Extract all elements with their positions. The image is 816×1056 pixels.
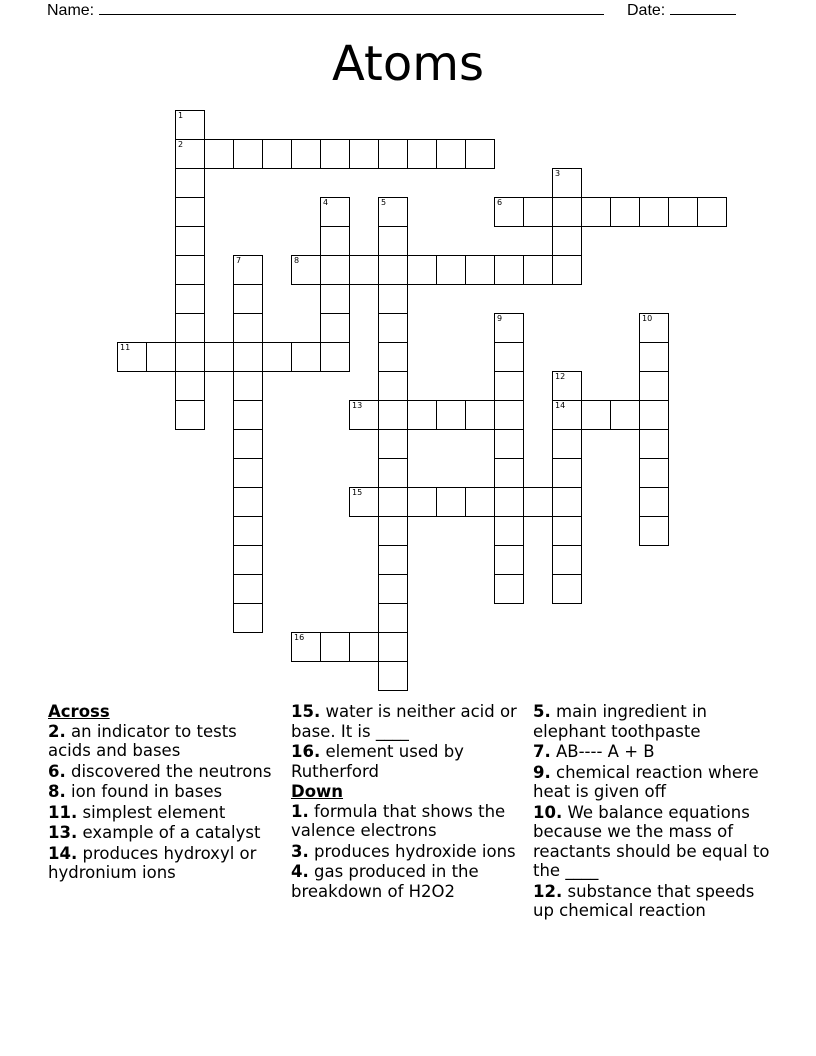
grid-cell[interactable] xyxy=(639,342,669,372)
grid-cell[interactable] xyxy=(610,400,640,430)
grid-cell[interactable] xyxy=(378,632,408,662)
grid-cell[interactable] xyxy=(639,371,669,401)
grid-cell[interactable] xyxy=(349,255,379,285)
clue-number: 8 xyxy=(294,256,300,265)
grid-cell[interactable] xyxy=(436,400,466,430)
grid-cell[interactable] xyxy=(552,255,582,285)
grid-cell[interactable] xyxy=(465,255,495,285)
grid-cell[interactable] xyxy=(581,197,611,227)
grid-cell[interactable] xyxy=(378,487,408,517)
grid-cell[interactable] xyxy=(378,429,408,459)
across-clue-14: 14. produces hydroxyl or hydronium ions xyxy=(48,843,257,882)
clue-number: 7 xyxy=(236,256,242,265)
grid-cell[interactable] xyxy=(378,661,408,691)
grid-cell[interactable] xyxy=(552,516,582,546)
grid-cell[interactable] xyxy=(639,400,669,430)
grid-cell[interactable] xyxy=(494,487,524,517)
grid-cell[interactable] xyxy=(378,313,408,343)
grid-cell[interactable] xyxy=(175,197,205,227)
grid-cell[interactable] xyxy=(639,313,669,343)
grid-cell[interactable] xyxy=(378,197,408,227)
grid-cell[interactable] xyxy=(552,226,582,256)
grid-cell[interactable] xyxy=(233,284,263,314)
grid-cell[interactable] xyxy=(320,342,350,372)
grid-cell[interactable] xyxy=(436,255,466,285)
down-clue-9: 9. chemical reaction where heat is given off xyxy=(533,762,759,801)
grid-cell[interactable] xyxy=(175,371,205,401)
grid-cell[interactable] xyxy=(639,197,669,227)
grid-cell[interactable] xyxy=(349,487,379,517)
across-clue-15: 15. water is neither acid or base. It is ____ xyxy=(291,702,517,741)
grid-cell[interactable] xyxy=(494,458,524,488)
grid-cell[interactable] xyxy=(581,400,611,430)
grid-cell[interactable] xyxy=(436,487,466,517)
clue-number: 6 xyxy=(497,198,503,207)
grid-cell[interactable] xyxy=(378,226,408,256)
date-label: Date: xyxy=(627,2,666,19)
grid-cell[interactable] xyxy=(349,632,379,662)
clue-number: 13 xyxy=(352,401,363,410)
grid-cell[interactable] xyxy=(233,516,263,546)
grid-cell[interactable] xyxy=(233,487,263,517)
grid-cell[interactable] xyxy=(262,139,292,169)
across-clue-8: 8. ion found in bases xyxy=(48,782,223,801)
grid-cell[interactable] xyxy=(552,168,582,198)
grid-cell[interactable] xyxy=(349,400,379,430)
grid-cell[interactable] xyxy=(378,603,408,633)
grid-cell[interactable] xyxy=(146,342,176,372)
grid-cell[interactable] xyxy=(378,400,408,430)
grid-cell[interactable] xyxy=(639,429,669,459)
name-label: Name: xyxy=(47,2,95,19)
grid-cell[interactable] xyxy=(407,255,437,285)
clue-number: 5 xyxy=(381,198,387,207)
grid-cell[interactable] xyxy=(552,545,582,575)
across-clue-11: 11. simplest element xyxy=(48,802,226,822)
grid-cell[interactable] xyxy=(175,255,205,285)
grid-cell[interactable] xyxy=(552,371,582,401)
down-clue-5: 5. main ingredient in elephant toothpaste xyxy=(533,702,707,741)
grid-cell[interactable] xyxy=(233,574,263,604)
grid-cell[interactable] xyxy=(204,342,234,372)
across-clue-2: 2. an indicator to tests acids and bases xyxy=(48,721,237,760)
grid-cell[interactable] xyxy=(320,284,350,314)
grid-cell[interactable] xyxy=(465,487,495,517)
grid-cell[interactable] xyxy=(262,342,292,372)
grid-cell[interactable] xyxy=(175,110,205,140)
down-heading: Down xyxy=(291,782,344,801)
across-clue-13: 13. example of a catalyst xyxy=(48,823,261,842)
clue-number: 9 xyxy=(497,314,503,323)
grid-cell[interactable] xyxy=(233,458,263,488)
grid-cell[interactable] xyxy=(494,197,524,227)
grid-cell[interactable] xyxy=(233,313,263,343)
clue-column-1 xyxy=(48,702,280,884)
clue-number: 11 xyxy=(120,343,131,352)
grid-cell[interactable] xyxy=(494,342,524,372)
grid-cell[interactable] xyxy=(465,400,495,430)
grid-cell[interactable] xyxy=(175,342,205,372)
grid-cell[interactable] xyxy=(552,197,582,227)
grid-cell[interactable] xyxy=(552,574,582,604)
grid-cell[interactable] xyxy=(639,516,669,546)
grid-cell[interactable] xyxy=(233,545,263,575)
grid-cell[interactable] xyxy=(291,255,321,285)
grid-cell[interactable] xyxy=(378,545,408,575)
grid-cell[interactable] xyxy=(291,342,321,372)
grid-cell[interactable] xyxy=(436,139,466,169)
grid-cell[interactable] xyxy=(320,139,350,169)
grid-cell[interactable] xyxy=(291,632,321,662)
grid-cell[interactable] xyxy=(320,255,350,285)
down-clue-3: 3. produces hydroxide ions xyxy=(291,841,516,861)
grid-cell[interactable] xyxy=(494,574,524,604)
grid-cell[interactable] xyxy=(349,139,379,169)
grid-cell[interactable] xyxy=(552,458,582,488)
grid-cell[interactable] xyxy=(204,139,234,169)
grid-cell[interactable] xyxy=(465,139,495,169)
down-clue-10: 10. We balance equations because we the mass of reactants should be equal to the ____ xyxy=(533,802,770,880)
grid-cell[interactable] xyxy=(523,197,553,227)
grid-cell[interactable] xyxy=(378,255,408,285)
grid-cell[interactable] xyxy=(552,429,582,459)
clue-number: 16 xyxy=(294,633,305,642)
grid-cell[interactable] xyxy=(494,516,524,546)
grid-cell[interactable] xyxy=(320,313,350,343)
grid-cell[interactable] xyxy=(378,516,408,546)
grid-cell[interactable] xyxy=(175,313,205,343)
down-clue-7: 7. AB---- A + B xyxy=(533,742,655,761)
clue-number: 10 xyxy=(642,314,653,323)
grid-cell[interactable] xyxy=(175,139,205,169)
across-clue-6: 6. discovered the neutrons xyxy=(48,761,272,781)
grid-cell[interactable] xyxy=(117,342,147,372)
grid-cell[interactable] xyxy=(697,197,727,227)
clue-number: 1 xyxy=(178,111,184,120)
across-clue-16: 16. element used by Rutherford xyxy=(291,742,464,781)
grid-cell[interactable] xyxy=(523,487,553,517)
grid-cell[interactable] xyxy=(320,197,350,227)
clue-number: 14 xyxy=(555,401,566,410)
across-heading: Across xyxy=(48,702,110,721)
grid-cell[interactable] xyxy=(639,487,669,517)
grid-cell[interactable] xyxy=(378,139,408,169)
down-clue-4: 4. gas produced in the breakdown of H2O2 xyxy=(291,862,479,901)
grid-cell[interactable] xyxy=(494,313,524,343)
grid-cell[interactable] xyxy=(523,255,553,285)
grid-cell[interactable] xyxy=(175,226,205,256)
grid-cell[interactable] xyxy=(494,400,524,430)
grid-cell[interactable] xyxy=(175,284,205,314)
clue-number: 12 xyxy=(555,372,566,381)
page-title: Atoms xyxy=(332,36,484,92)
clue-number: 3 xyxy=(555,169,561,178)
grid-cell[interactable] xyxy=(233,255,263,285)
grid-cell[interactable] xyxy=(233,400,263,430)
grid-cell[interactable] xyxy=(378,342,408,372)
grid-cell[interactable] xyxy=(378,371,408,401)
grid-cell[interactable] xyxy=(378,284,408,314)
clue-column-2 xyxy=(291,702,523,902)
clue-number: 4 xyxy=(323,198,329,207)
grid-cell[interactable] xyxy=(407,139,437,169)
grid-cell[interactable] xyxy=(175,168,205,198)
grid-cell[interactable] xyxy=(494,545,524,575)
grid-cell[interactable] xyxy=(233,139,263,169)
grid-cell[interactable] xyxy=(233,371,263,401)
down-clue-12: 12. substance that speeds up chemical reaction xyxy=(533,881,755,920)
grid-cell[interactable] xyxy=(407,400,437,430)
grid-cell[interactable] xyxy=(320,632,350,662)
grid-cell[interactable] xyxy=(320,226,350,256)
grid-cell[interactable] xyxy=(233,342,263,372)
grid-cell[interactable] xyxy=(639,458,669,488)
grid-cell[interactable] xyxy=(378,458,408,488)
grid-cell[interactable] xyxy=(552,487,582,517)
grid-cell[interactable] xyxy=(378,574,408,604)
grid-cell[interactable] xyxy=(291,139,321,169)
grid-cell[interactable] xyxy=(494,255,524,285)
grid-cell[interactable] xyxy=(407,487,437,517)
down-clue-1: 1. formula that shows the valence electrons xyxy=(291,801,506,840)
grid-cell[interactable] xyxy=(668,197,698,227)
grid-cell[interactable] xyxy=(552,400,582,430)
grid-cell[interactable] xyxy=(494,371,524,401)
clue-number: 2 xyxy=(178,140,184,149)
grid-cell[interactable] xyxy=(494,429,524,459)
grid-cell[interactable] xyxy=(610,197,640,227)
grid-cell[interactable] xyxy=(233,429,263,459)
clue-column-3 xyxy=(533,702,773,922)
grid-cell[interactable] xyxy=(175,400,205,430)
grid-cell[interactable] xyxy=(233,603,263,633)
clue-number: 15 xyxy=(352,488,363,497)
